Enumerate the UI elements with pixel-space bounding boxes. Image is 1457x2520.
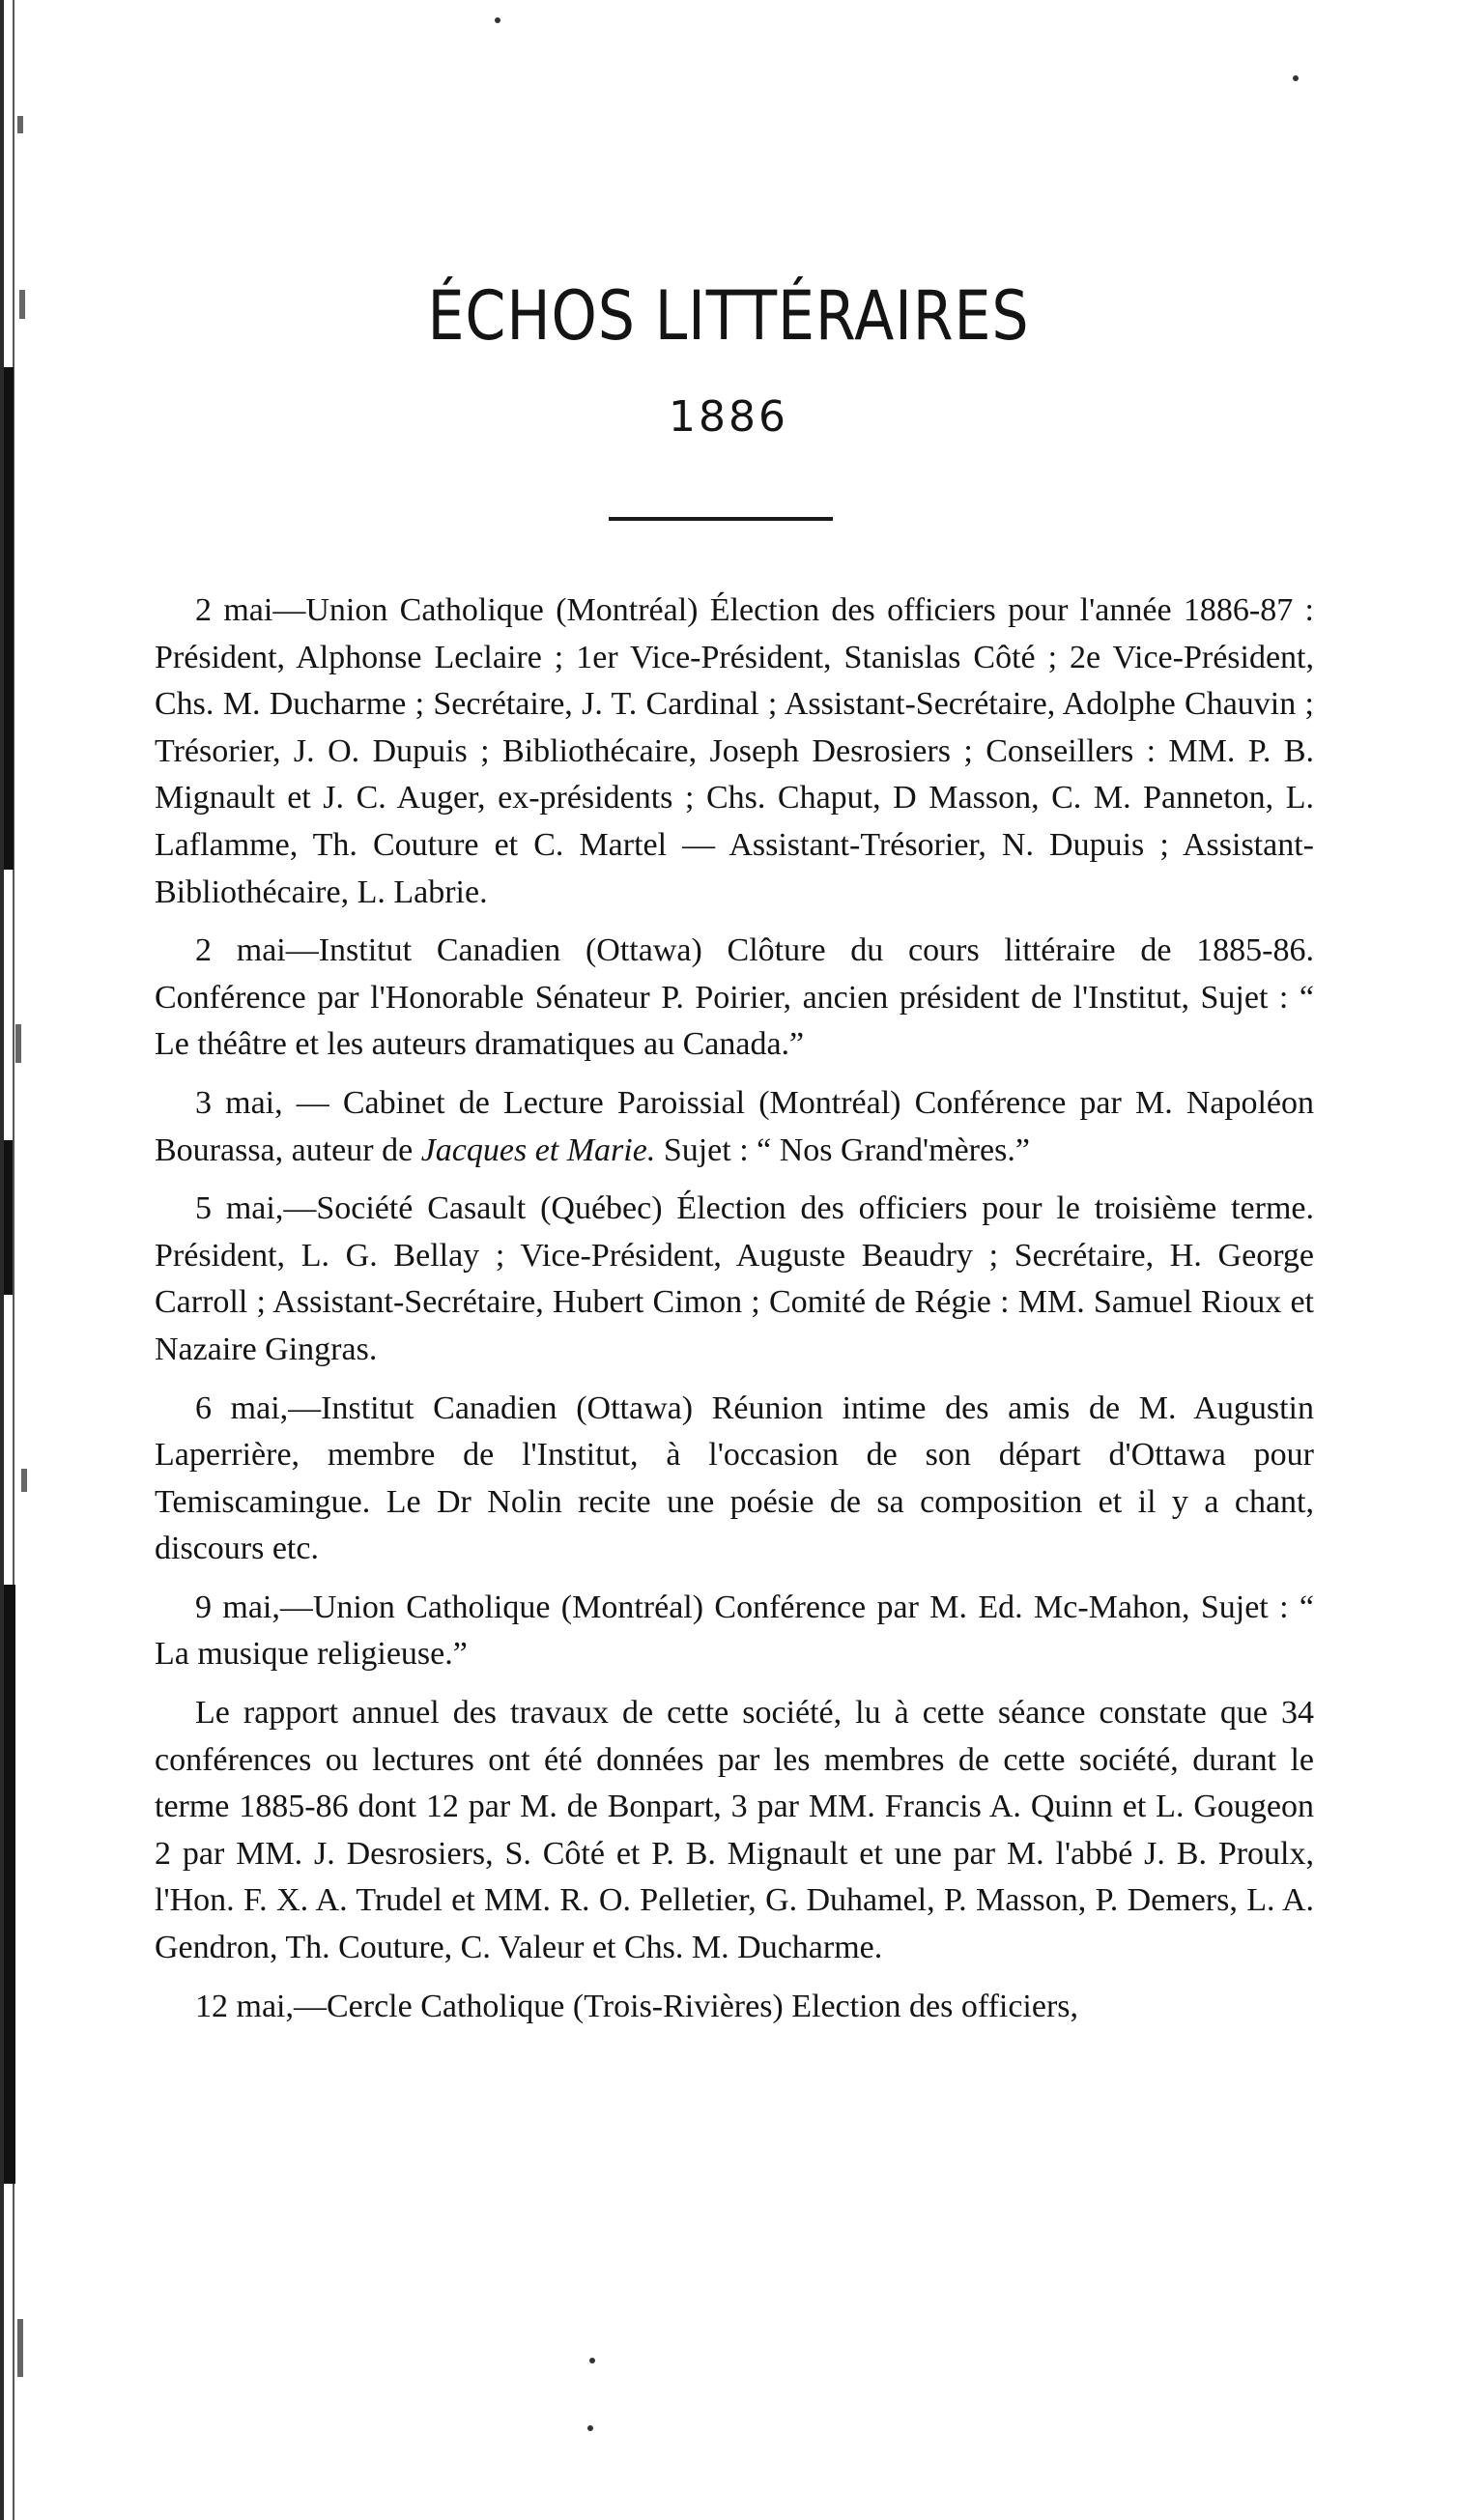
article-body xyxy=(155,587,1314,2042)
scan-speck xyxy=(1293,75,1299,81)
entry-text: —Société Casault (Québec) Élection des officiers pour le troisième terme. Président, L. G. Bellay ; Vice-Président, Auguste Beaudry ; Secrétaire, H. George Carroll ; Assistant-Secrétaire, Hubert Cimon ; Comité de Régie : MM. Samuel Rioux et Nazaire Gingras. xyxy=(155,1190,1314,1367)
entry-text: Le rapport annuel des travaux de cette société, lu à cette séance constate que 34 conférences ou lectures ont été données par les membres de cette société, durant le terme 1885-86 dont 12 par M. de Bonpart, 3 par MM. Francis A. Quinn et L. Gougeon 2 par MM. J. Desrosiers, S. Côté et P. B. Mignault et une par M. l'abbé J. B. Proulx, l'Hon. F. X. A. Trudel et MM. R. O. Pelletier, G. Duhamel, P. Masson, P. Demers, L. A. Gendron, Th. Couture, C. Valeur et Chs. M. Ducharme. xyxy=(155,1695,1314,1966)
edge-mark xyxy=(4,367,14,870)
scan-speck xyxy=(587,2425,593,2431)
entry-date: 5 mai, xyxy=(195,1190,284,1227)
entry-date: 2 mai xyxy=(195,932,286,969)
entry-paragraph xyxy=(155,1585,1314,1678)
entry-date: 3 mai, xyxy=(195,1084,283,1121)
entry-date: 9 mai, xyxy=(195,1589,280,1625)
edge-speck xyxy=(15,1024,21,1063)
entry-paragraph xyxy=(155,1984,1314,2031)
scan-speck xyxy=(589,2358,595,2363)
entry-text: — Cabinet de Lecture Paroissial (Montréal) Conférence par M. Napoléon Bourassa, auteur de xyxy=(155,1084,1314,1168)
edge-mark xyxy=(4,1140,13,1295)
entry-paragraph xyxy=(155,1186,1314,1373)
entry-date: 2 mai xyxy=(195,592,273,628)
entry-text: —Cercle Catholique (Trois-Rivières) Election des officiers, xyxy=(293,1988,1079,2024)
entry-text: —Institut Canadien (Ottawa) Réunion intime des amis de M. Augustin Laperrière, membre de l'Institut, à l'occasion de son départ d'Ottawa pour Temiscamingue. Le Dr Nolin recite une poésie de sa composition et il y a chant, discours etc. xyxy=(155,1389,1314,1567)
report-paragraph xyxy=(155,1690,1314,1972)
edge-speck xyxy=(19,290,25,319)
edge-speck xyxy=(21,1469,27,1492)
entry-date: 12 mai, xyxy=(195,1988,294,2024)
book-title: Jacques et Marie. xyxy=(420,1131,656,1168)
entry-text: —Union Catholique (Montréal) Conférence par M. Ed. Mc-Mahon, Sujet : “ La musique religieuse.” xyxy=(155,1589,1315,1673)
entry-text: —Union Catholique (Montréal) Élection des officiers pour l'année 1886-87 : Président, Alphonse Leclaire ; 1er Vice-Président, Stanislas Côté ; 2e Vice-Président, Chs. M. Ducharme ; Secrétaire, J. T. Cardinal ; Assistant-Secrétaire, Adolphe Chauvin ; Trésorier, J. O. Dupuis ; Bibliothécaire, Joseph Desrosiers ; Conseillers : MM. P. B. Mignault et J. C. Auger, ex-présidents ; Chs. Chaput, D Masson, C. M. Panneton, L. Laflamme, Th. Couture et C. Martel — Assistant-Trésorier, N. Dupuis ; Assistant-Bibliothécaire, L. Labrie. xyxy=(155,592,1314,910)
entry-paragraph xyxy=(155,1080,1314,1174)
edge-mark xyxy=(4,1585,15,2184)
entry-text: Sujet : “ Nos Grand'mères.” xyxy=(655,1131,1030,1168)
edge-speck xyxy=(17,116,23,133)
title-rule xyxy=(609,517,833,521)
scanned-page-edge xyxy=(0,0,33,2520)
entry-text: —Institut Canadien (Ottawa) Clôture du cours littéraire de 1885-86. Conférence par l'Honorable Sénateur P. Poirier, ancien président de l'Institut, Sujet : “ Le théâtre et les auteurs dramatiques au Canada.” xyxy=(155,932,1314,1063)
edge-speck xyxy=(17,2319,23,2377)
page-year: 1886 xyxy=(669,392,788,442)
entry-paragraph xyxy=(155,928,1314,1069)
entry-paragraph xyxy=(155,587,1314,916)
entry-date: 6 mai, xyxy=(195,1389,289,1426)
page-title: ÉCHOS LITTÉRAIRES xyxy=(427,276,1030,356)
scan-speck xyxy=(495,17,500,23)
entry-paragraph xyxy=(155,1386,1314,1573)
